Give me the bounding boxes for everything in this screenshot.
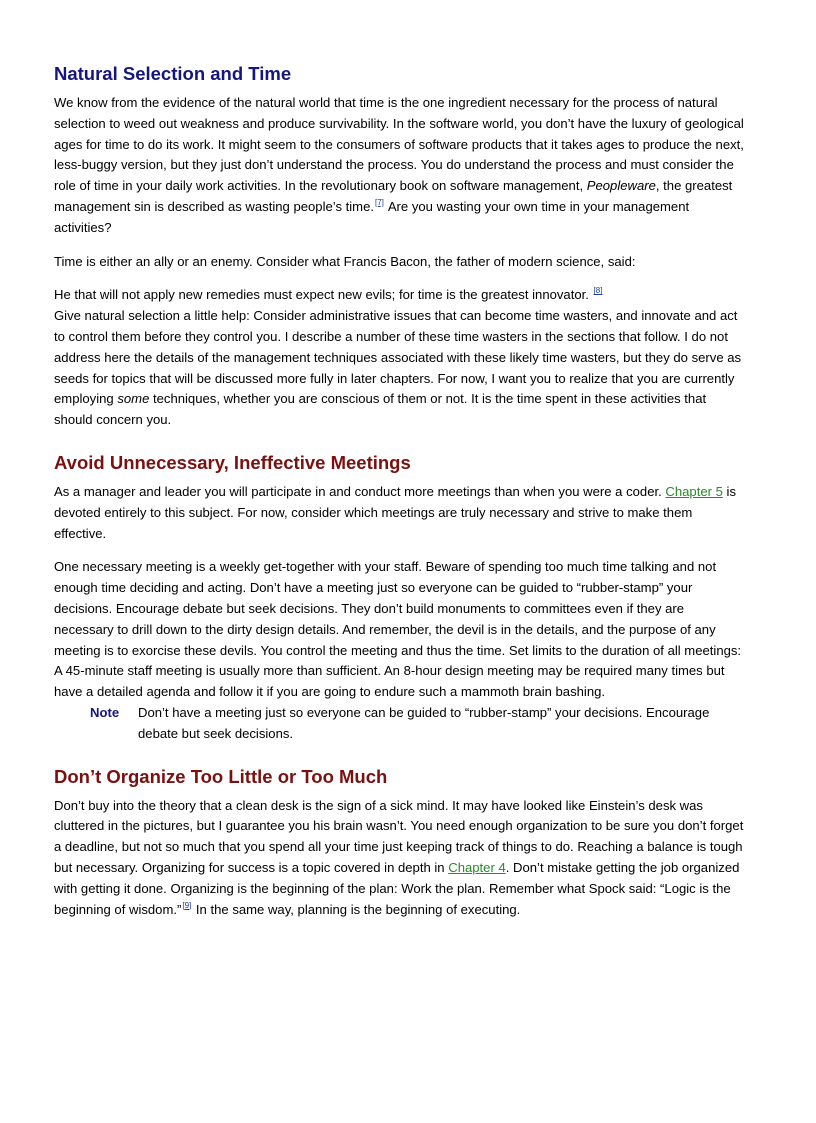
- paragraph-text: techniques, whether you are conscious of them or not. It is the time spent in these activities that should concern you.: [54, 391, 707, 428]
- note-text: Don’t have a meeting just so everyone can be guided to “rubber-stamp” your decisions. Encourage debate but seek decisions.: [138, 704, 710, 741]
- quote-text: He that will not apply new remedies must expect new evils; for time is the greatest innovator.: [54, 287, 593, 303]
- note-label: Note: [90, 704, 120, 720]
- footnote-link-7[interactable]: [7]: [375, 197, 384, 207]
- paragraph-natural-selection: [54, 93, 746, 239]
- paragraph-text: is devoted entirely to this subject. For now, consider which meetings are truly necessary and strive to make them effective.: [54, 483, 737, 541]
- note-box: [90, 703, 746, 745]
- paragraph-weekly-meeting: One necessary meeting is a weekly get-together with your staff. Beware of spending too much time talking and not enough time deciding and acting. Don’t have a meeting just so everyone can be guided to “rubber-stamp” your decisions. Encourage debate but seek decisions. They don’t build monuments to committees even if they are necessary to drill down to the dirty design details. And remember, the devil is in the details, and the purpose of any meeting is to exorcise these devils. You control the meeting and thus the time. Set limits to the duration of all meetings: A 45-minute staff meeting is usually more than sufficient. An 8-hour design meeting may be required many times but have a detailed agenda and follow it if you are going to endure such a mammoth brain bashing.: [54, 559, 742, 700]
- paragraph-organize: [54, 796, 746, 921]
- chapter-4-link[interactable]: Chapter 4: [448, 859, 506, 875]
- paragraph-text: Give natural selection a little help: Consider administrative issues that can become time wasters, and innovate and act to control them before they control you. I describe a number of these time wasters in the sections that follow. I do not address here the details of the management techniques associated with these likely time wasters, but they do serve as seeds for topics that will be discussed more fully in later chapters. For now, I want you to realize that you are currently employing: [54, 308, 742, 407]
- paragraph-text: In the same way, planning is the beginning of executing.: [192, 901, 521, 917]
- section-heading-natural-selection: Natural Selection and Time: [54, 63, 292, 84]
- book-title-peopleware: Peopleware: [586, 178, 656, 194]
- paragraph-time-ally: Time is either an ally or an enemy. Consider what Francis Bacon, the father of modern science, said:: [54, 253, 636, 269]
- paragraph-text: We know from the evidence of the natural world that time is the one ingredient necessary for the process of natural selection to weed out weakness and produce survivability. In the software world, you don’t have the luxury of geological ages for time to do its work. It might seem to the consumers of software products that it takes ages to produce the next, less-buggy version, but they just don’t understand the process. You do understand the process and must consider the role of time in your daily work activities. In the revolutionary book on software management,: [54, 95, 744, 194]
- bacon-quote: [54, 285, 746, 306]
- paragraph-text: Are you wasting your own time in your management activities?: [54, 198, 690, 235]
- footnote-link-9[interactable]: [9]: [182, 900, 192, 910]
- section-heading-meetings: Avoid Unnecessary, Ineffective Meetings: [54, 451, 411, 473]
- chapter-5-link[interactable]: Chapter 5: [665, 483, 723, 499]
- paragraph-meetings-intro: [54, 482, 746, 544]
- emphasis-some: some: [117, 391, 150, 407]
- paragraph-text: As a manager and leader you will participate in and conduct more meetings than when you were a coder.: [54, 483, 666, 499]
- paragraph-text: . Don’t mistake getting the job organized with getting it done. Organizing is the beginning of the plan: Work the plan. Remember what Spock said: “Logic is the beginning of wisdom.”: [54, 859, 740, 917]
- footnote-link-8[interactable]: [8]: [593, 286, 603, 296]
- paragraph-text: , the greatest management sin is described as wasting people’s time.: [54, 178, 733, 214]
- paragraph-give-natural-selection: [54, 306, 746, 431]
- paragraph-text: Don’t buy into the theory that a clean desk is the sign of a sick mind. It may have looked like Einstein’s desk was cluttered in the pictures, but I guarantee you his brain wasn’t. You need enough organization to be sure you don’t forget a deadline, but not so much that you spend all your time just keeping track of things to do. Reaching a balance is tough but necessary. Organizing for success is a topic covered in depth in: [54, 797, 744, 875]
- section-heading-organize: Don’t Organize Too Little or Too Much: [54, 765, 388, 787]
